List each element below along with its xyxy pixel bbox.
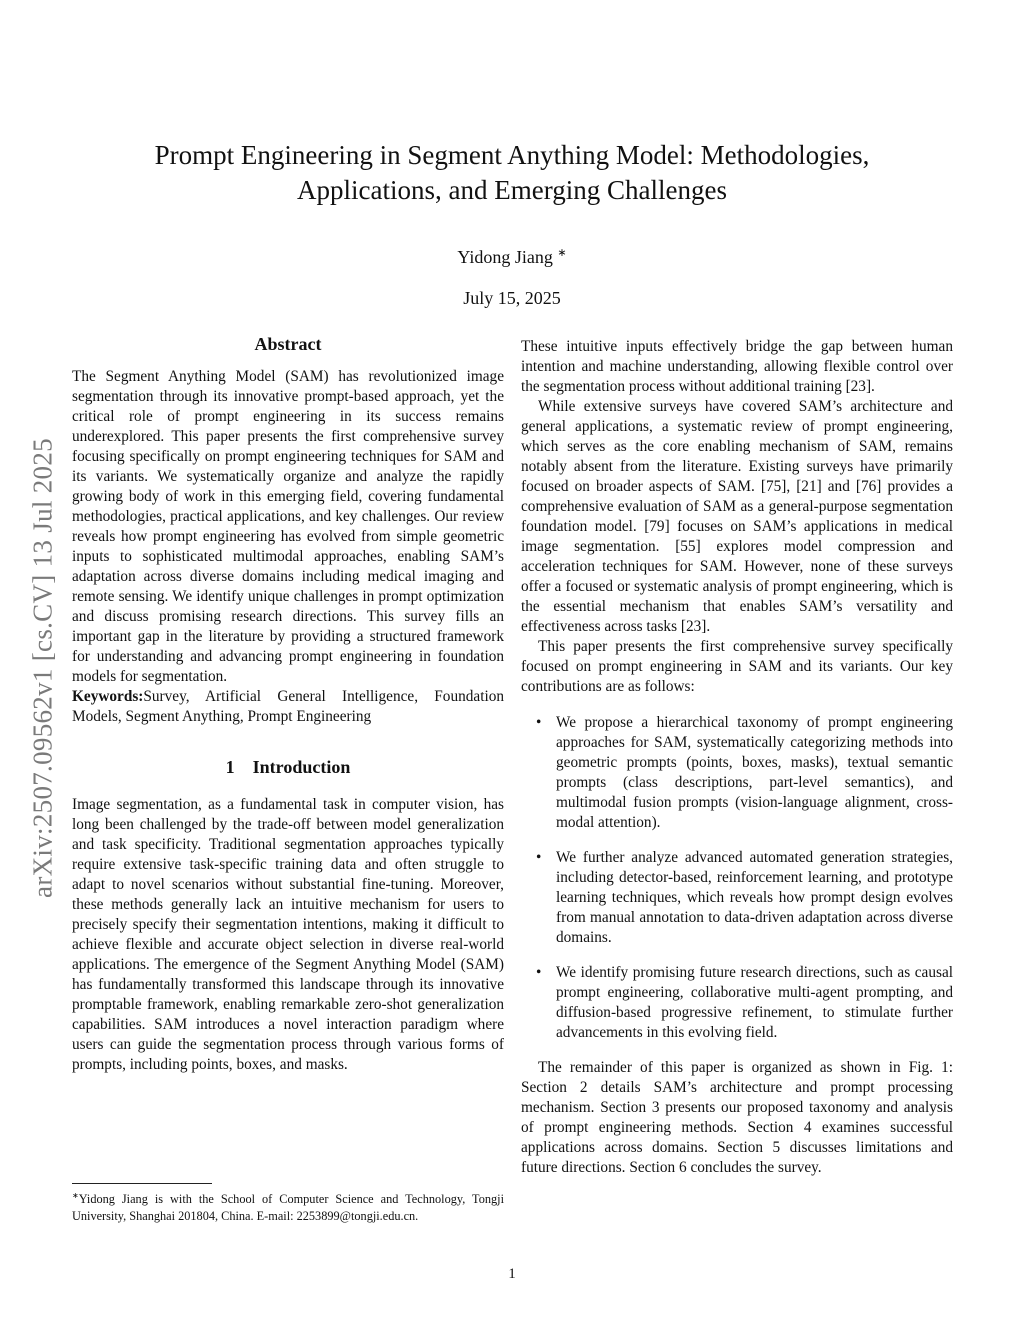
- abstract-text: The Segment Anything Model (SAM) has revolutionized image segmentation through its innovative prompt-based approach, yet the critical role of prompt engineering in its success remains underexplored. This paper presents the first comprehensive survey focusing specifically on prompt engineering techniques for SAM and its variants. We systematically organize and analyze the rapidly growing body of work in this emerging field, covering fundamental methodologies, practical applications, and key challenges. Our review reveals how prompt engineering has evolved from simple geometric inputs to sophisticated multimodal approaches, enabling SAM’s adaptation across diverse domains including medical imaging and remote sensing. We identify unique challenges in prompt optimization and discuss promising research directions. This survey fills an important gap in the literature by providing a structured framework for understanding and advancing prompt engineering in foundation models for segmentation.: [72, 368, 504, 685]
- abstract-heading: Abstract: [254, 334, 322, 354]
- intro-paragraph-4: The remainder of this paper is organized as shown in Fig. 1: Section 2 details SAM’s architecture and prompt processing mechanism. Section 3 presents our proposed taxonomy and analysis of prompt engineering methods. Section 4 examines successful applications across domains. Section 5 discusses limitations and future directions. Section 6 concludes the survey.: [521, 1059, 953, 1176]
- contributions-list: [521, 713, 953, 1043]
- title-line-1: Prompt Engineering in Segment Anything Model: Methodologies,: [154, 140, 870, 170]
- author-name: Yidong Jiang: [457, 247, 553, 267]
- list-item-text: We further analyze advanced automated generation strategies, including detector-based, reinforcement learning, and prototype learning techniques, which reveals how prompt design evolves from manual annotation to data-driven adaptation across diverse domains.: [556, 849, 953, 946]
- right-column: [521, 337, 953, 1178]
- section-number: 1: [225, 757, 235, 777]
- keywords-line: [72, 687, 504, 727]
- arxiv-identifier-stamp: arXiv:2507.09562v1 [cs.CV] 13 Jul 2025: [27, 438, 58, 898]
- title-block: [0, 138, 1024, 309]
- intro-paragraph-3: This paper presents the first comprehensive survey specifically focused on prompt engineering in SAM and its variants. Our key contributions are as follows:: [521, 638, 953, 695]
- intro-paragraph-1-continued: These intuitive inputs effectively bridge the gap between human intention and machine understanding, allowing flexible control over the segmentation process without additional training [23].: [521, 338, 953, 395]
- list-item: [521, 848, 953, 948]
- section-title: Introduction: [252, 757, 351, 777]
- intro-paragraph-1: Image segmentation, as a fundamental task in computer vision, has long been challenged by the trade-off between model generalization and task specificity. Traditional segmentation approaches typically require extensive task-specific training data and often struggle to adapt to novel scenarios without substantial fine-tuning. Moreover, these methods generally lack an intuitive mechanism for users to precisely specify their segmentation intentions, making it difficult to achieve flexible and accurate object selection in diverse real-world applications. The emergence of the Segment Anything Model (SAM) has fundamentally transformed this landscape through its innovative promptable framework, enabling remarkable zero-shot generalization capabilities. SAM introduces a novel interaction paradigm where users can guide the segmentation process through various forms of prompts, including points, boxes, and masks.: [72, 796, 504, 1073]
- bullet-icon: •: [536, 849, 542, 866]
- keywords-label: Keywords:: [72, 688, 144, 705]
- bullet-icon: •: [536, 964, 542, 981]
- section-heading-introduction: [72, 757, 504, 777]
- keywords-text: Survey, Artificial General Intelligence, Foundation Models, Segment Anything, Prompt Engineering: [72, 688, 504, 725]
- paper-title: [0, 138, 1024, 208]
- author-footnote-mark: ∗: [557, 247, 567, 259]
- bullet-icon: •: [536, 714, 542, 731]
- author-line: [0, 246, 1024, 268]
- left-column: [72, 334, 504, 1075]
- title-line-2: Applications, and Emerging Challenges: [297, 175, 727, 205]
- intro-paragraph-2: While extensive surveys have covered SAM’s architecture and general applications, a systematic review of prompt engineering, which serves as the core enabling mechanism of SAM, remains notably absent from the literature. Existing surveys have primarily focused on broader aspects of SAM. [75], [21] and [76] provides a comprehensive evaluation of SAM as a general-purpose segmentation foundation model. [79] focuses on SAM’s applications in medical image segmentation. [55] explores model compression and acceleration techniques for SAM. However, none of these surveys offer a focused or systematic analysis of prompt engineering, which is the essential mechanism that enables SAM’s versatility and effectiveness across tasks [23].: [521, 398, 953, 635]
- list-item-text: We propose a hierarchical taxonomy of prompt engineering approaches for SAM, systematically categorizing methods into geometric prompts (points, boxes, masks), textual semantic prompts (class descriptions, part-level semantics), and multimodal fusion prompts (vision-language alignment, cross-modal attention).: [556, 714, 953, 831]
- page-number: 1: [508, 1266, 516, 1282]
- footnote-text: Yidong Jiang is with the School of Computer Science and Technology, Tongji University, Shanghai 201804, China. E-mail: 2253899@tongji.edu.cn.: [72, 1192, 504, 1224]
- list-item-text: We identify promising future research directions, such as causal prompt engineering, collaborative multi-agent prompting, and diffusion-based progressive refinement, to stimulate further advancements in this evolving field.: [556, 964, 953, 1041]
- publication-date: July 15, 2025: [463, 288, 561, 308]
- author-footnote: [72, 1187, 504, 1225]
- list-item: [521, 713, 953, 833]
- footnote-mark: ∗: [72, 1191, 79, 1200]
- list-item: [521, 963, 953, 1043]
- footnote-divider: [72, 1183, 212, 1184]
